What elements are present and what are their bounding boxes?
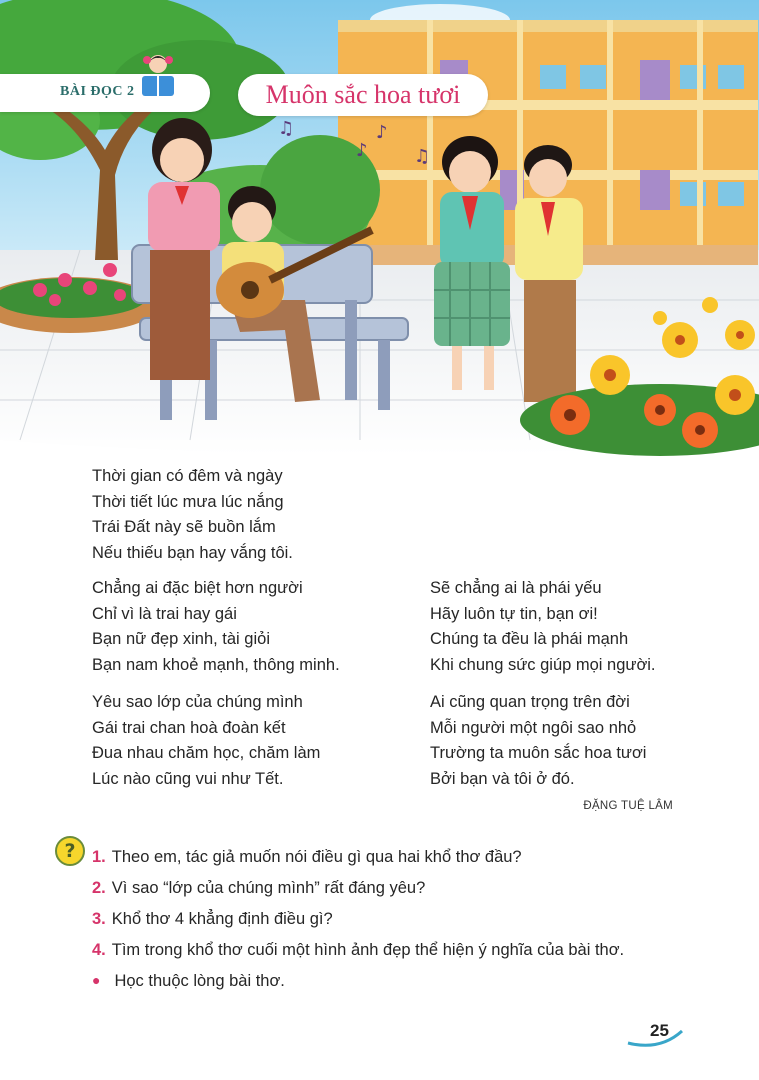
poem-line: Thời tiết lúc mưa lúc nắng (92, 492, 284, 511)
poem-line: Bạn nữ đẹp xinh, tài giỏi (92, 630, 270, 648)
question-item (92, 873, 624, 904)
poem-line: Ai cũng quan trọng trên đời (430, 693, 630, 711)
svg-text:♪: ♪ (356, 140, 368, 161)
poem-line: Trái Đất này sẽ buồn lắm (92, 518, 276, 536)
poem-line: Mỗi người một ngôi sao nhỏ (430, 718, 637, 737)
question-number: 1. (92, 848, 106, 866)
poem-line: Gái trai chan hoà đoàn kết (92, 718, 286, 737)
question-number: 2. (92, 879, 106, 897)
poem-line: Lúc nào cũng vui như Tết. (92, 769, 284, 788)
page-number: 25 (650, 1021, 669, 1040)
poem-line: Hãy luôn tự tin, bạn ơi! (430, 604, 598, 623)
question-item (92, 935, 624, 966)
lesson-illustration (0, 0, 759, 462)
question-text: Vì sao “lớp của chúng mình” rất đáng yêu? (111, 879, 426, 897)
lesson-title: Muôn sắc hoa tươi (265, 80, 461, 109)
poem-line: Đua nhau chăm học, chăm làm (92, 744, 321, 762)
poem-line: Bạn nam khoẻ mạnh, thông minh. (92, 655, 340, 674)
question-text: Khổ thơ 4 khẳng định điều gì? (111, 910, 333, 928)
poem-line: Bởi bạn và tôi ở đó. (430, 769, 575, 788)
bullet-icon: ● (92, 972, 101, 988)
svg-text:♫: ♫ (414, 146, 431, 167)
poem-line: Chẳng ai đặc biệt hơn người (92, 579, 303, 597)
poem-author: ĐẶNG TUỆ LÂM (583, 800, 673, 812)
poem-stanza-5 (430, 690, 646, 792)
poem-line: Chúng ta đều là phái mạnh (430, 630, 629, 648)
page-number-badge (620, 1017, 680, 1047)
svg-text:♪: ♪ (376, 122, 388, 143)
poem-stanza-4 (430, 576, 656, 678)
poem-line: Nếu thiếu bạn hay vắng tôi. (92, 543, 293, 562)
question-text: Tìm trong khổ thơ cuối một hình ảnh đẹp thể hiện ý nghĩa của bài thơ. (111, 941, 625, 959)
poem-line: Yêu sao lớp của chúng mình (92, 693, 303, 711)
lesson-label: BÀI ĐỌC 2 (60, 84, 135, 99)
question-list (92, 842, 624, 997)
poem-stanza-1 (92, 464, 293, 566)
poem-stanza-3 (92, 690, 320, 792)
question-icon: ? (55, 836, 85, 866)
poem-line: Trường ta muôn sắc hoa tươi (430, 744, 647, 762)
question-number: 4. (92, 941, 106, 959)
svg-text:♫: ♫ (278, 118, 295, 139)
task-item (92, 966, 624, 997)
task-text: Học thuộc lòng bài thơ. (114, 972, 285, 990)
poem-line: Khi chung sức giúp mọi người. (430, 655, 656, 674)
poem-line: Chỉ vì là trai hay gái (92, 604, 237, 623)
poem-line: Sẽ chẳng ai là phái yếu (430, 579, 602, 597)
poem-line: Thời gian có đêm và ngày (92, 467, 283, 485)
question-text: Theo em, tác giả muốn nói điều gì qua hai khổ thơ đầu? (111, 848, 522, 866)
question-number: 3. (92, 910, 106, 928)
poem-stanza-2 (92, 576, 340, 678)
lesson-title-banner (238, 74, 488, 116)
question-item (92, 904, 624, 935)
question-item (92, 842, 624, 873)
reading-girl-icon (132, 50, 184, 102)
